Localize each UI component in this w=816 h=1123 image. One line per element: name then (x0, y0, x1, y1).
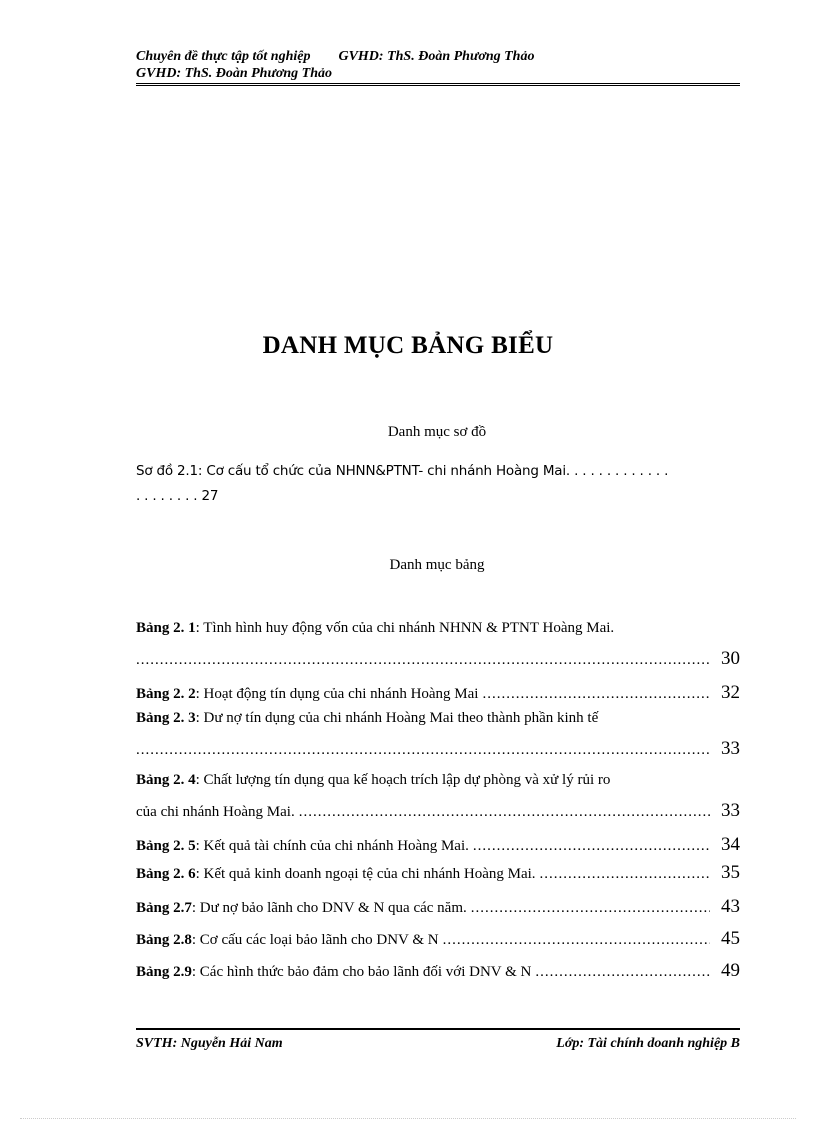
dot-leader (535, 964, 710, 981)
table-entry-8[interactable] (136, 928, 740, 956)
table-entry-9[interactable] (136, 960, 740, 988)
table-entry-page: 43 (721, 896, 740, 917)
dot-leader (299, 804, 710, 821)
table-entry-label: Bảng 2. 6 (136, 866, 196, 882)
table-entry-7[interactable] (136, 896, 740, 924)
table-entry-title: : Kết quả kinh doanh ngoại tệ của chi nhánh Hoàng Mai. (195, 866, 536, 882)
table-entry-6[interactable] (136, 862, 740, 890)
diagram-entry-text: Sơ đồ 2.1: Cơ cấu tổ chức của NHNN&PTNT- chi nhánh Hoàng Mai. . . . . . . . . . . . . (136, 463, 669, 479)
diagram-entry-continuation: . . . . . . . . 27 (136, 488, 219, 504)
table-entry-label: Bảng 2. 1 (136, 620, 196, 636)
table-list-heading: Danh mục bảng (389, 557, 485, 573)
page-title: DANH MỤC BẢNG BIỂU (262, 332, 554, 359)
table-entry-page: 33 (721, 738, 740, 759)
dot-leader (473, 838, 710, 855)
dot-leader (136, 742, 710, 759)
table-entry-title: : Dư nợ bảo lãnh cho DNV & N qua các năm. (191, 900, 467, 916)
table-entry-page: 33 (721, 800, 740, 821)
page-footer (136, 1028, 740, 1052)
table-entry-label: Bảng 2. 5 (136, 838, 196, 854)
table-entry-page: 35 (721, 862, 740, 883)
table-entry-page: 32 (721, 682, 740, 703)
table-entry-label: Bảng 2. 3 (136, 710, 196, 726)
header-line-1 (136, 48, 740, 65)
table-entry-page: 49 (721, 960, 740, 981)
table-entry-page: 45 (721, 928, 740, 949)
table-entry-title: : Dư nợ tín dụng của chi nhánh Hoàng Mai theo thành phần kinh tế (195, 710, 599, 726)
table-entry-title: : Tình hình huy động vốn của chi nhánh NHNN & PTNT Hoàng Mai. (195, 620, 615, 636)
footer-student: SVTH: Nguyễn Hải Nam (136, 1036, 283, 1051)
diagram-entry[interactable] (136, 459, 740, 509)
table-entry-label: Bảng 2.7 (136, 900, 192, 916)
diagram-list-heading: Danh mục sơ đồ (387, 424, 487, 440)
page-header (136, 48, 740, 86)
header-advisor: GVHD: ThS. Đoàn Phương Thảo (338, 49, 535, 64)
table-entry-title-continuation: của chi nhánh Hoàng Mai. (136, 804, 295, 820)
table-entry-label: Bảng 2. 4 (136, 772, 196, 788)
table-entry-title: : Cơ cấu các loại bảo lãnh cho DNV & N (191, 932, 439, 948)
table-entry-3[interactable] (136, 710, 740, 766)
table-entry-label: Bảng 2.9 (136, 964, 192, 980)
table-entry-label: Bảng 2. 2 (136, 686, 196, 702)
table-entry-2[interactable] (136, 682, 740, 710)
header-advisor-repeat: GVHD: ThS. Đoàn Phương Thảo (136, 66, 332, 81)
header-line-2 (136, 65, 740, 82)
header-divider (136, 83, 740, 86)
dot-leader (540, 866, 710, 883)
dot-leader (136, 652, 710, 669)
dot-leader (482, 686, 710, 703)
dot-leader (443, 932, 710, 949)
table-entry-5[interactable] (136, 834, 740, 862)
table-entry-title: : Hoạt động tín dụng của chi nhánh Hoàng Mai (195, 686, 479, 702)
footer-divider (136, 1028, 740, 1030)
table-entry-page: 30 (721, 648, 740, 669)
table-entry-title: : Kết quả tài chính của chi nhánh Hoàng Mai. (195, 838, 469, 854)
table-entry-title: : Chất lượng tín dụng qua kế hoạch trích lập dự phòng và xử lý rủi ro (195, 772, 611, 788)
table-entry-page: 34 (721, 834, 740, 855)
header-topic: Chuyên đề thực tập tốt nghiệp (136, 49, 311, 64)
table-entry-4[interactable] (136, 772, 740, 828)
table-entry-1[interactable] (136, 620, 740, 676)
page-bottom-edge (20, 1118, 796, 1119)
table-entry-title: : Các hình thức bảo đảm cho bảo lãnh đối với DNV & N (191, 964, 532, 980)
footer-class: Lớp: Tài chính doanh nghiệp B (556, 1036, 740, 1051)
table-entry-label: Bảng 2.8 (136, 932, 192, 948)
dot-leader (471, 900, 710, 917)
